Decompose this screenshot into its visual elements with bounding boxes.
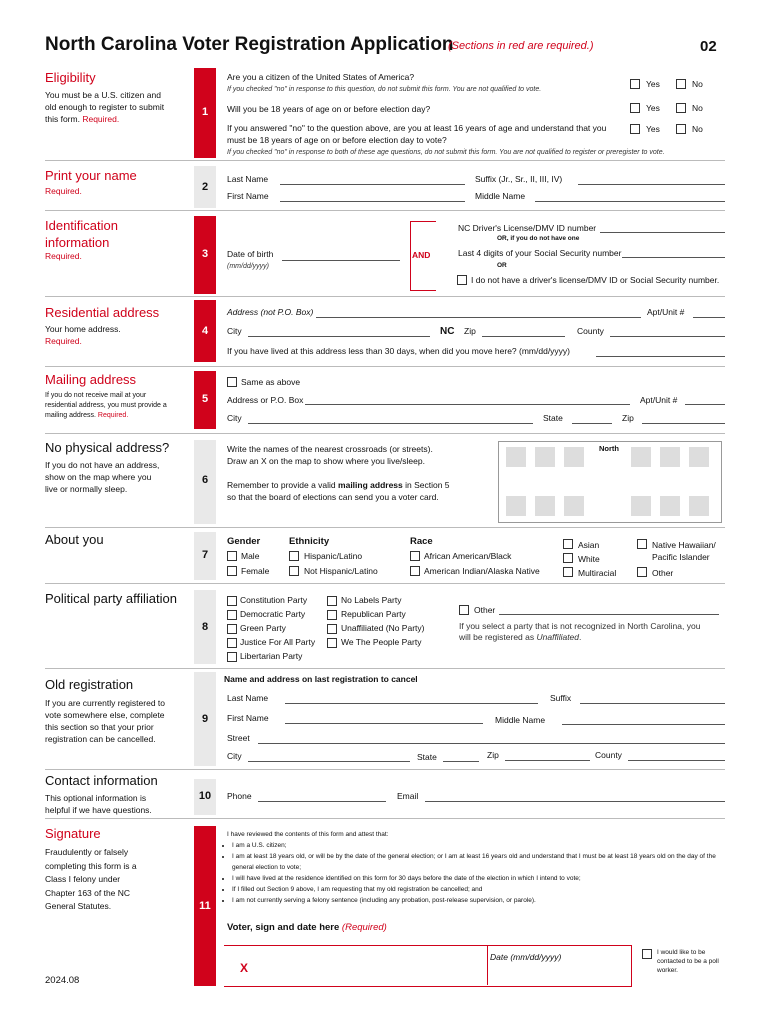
residential-address-field[interactable] <box>316 317 641 318</box>
party-checkbox[interactable] <box>327 596 337 606</box>
first-name-field[interactable] <box>280 201 465 202</box>
party-checkbox[interactable] <box>327 624 337 634</box>
first-name-label: First Name <box>227 191 269 201</box>
section-3-number: 3 <box>201 248 209 260</box>
age-no-checkbox[interactable] <box>676 103 686 113</box>
dl-label: NC Driver's License/DMV ID number <box>458 223 597 233</box>
section-8-number: 8 <box>201 621 209 633</box>
party-checkbox[interactable] <box>327 638 337 648</box>
prereg-no-label: No <box>692 124 703 134</box>
american-indian-checkbox[interactable] <box>410 566 420 576</box>
section-9-number: 9 <box>201 713 209 725</box>
old-middle-name-label: Middle Name <box>495 715 546 725</box>
residential-county-label: County <box>577 326 604 336</box>
other-race-label: Other <box>652 568 674 578</box>
map-block <box>506 496 526 516</box>
sign-heading: Voter, sign and date here (Required) <box>227 922 387 933</box>
section-8-heading: Political party affiliation <box>45 591 177 606</box>
attest-list <box>222 840 732 906</box>
old-state-label: State <box>417 752 437 762</box>
old-last-name-label: Last Name <box>227 693 269 703</box>
email-field[interactable] <box>425 801 725 802</box>
section-11-number: 11 <box>199 900 211 912</box>
old-first-name-label: First Name <box>227 713 269 723</box>
and-label: AND <box>412 250 431 260</box>
old-zip-field[interactable] <box>505 760 590 761</box>
phone-label: Phone <box>227 791 252 801</box>
residential-apt-label: Apt/Unit # <box>647 307 685 317</box>
not-hispanic-label: Not Hispanic/Latino <box>304 566 378 576</box>
race-heading: Race <box>410 536 433 547</box>
same-as-above-label: Same as above <box>241 377 301 387</box>
section-4-required: Required. <box>45 336 82 346</box>
section-4-heading: Residential address <box>45 305 160 320</box>
map-block <box>689 496 709 516</box>
section-1-number: 1 <box>201 106 209 118</box>
preregister-question: If you answered "no" to the question above, are you at least 16 years of age and understand that you must be 18 years of age on or before election day to vote? <box>227 123 607 145</box>
old-middle-name-field[interactable] <box>562 724 725 725</box>
party-we-the-people: We The People Party <box>341 637 422 647</box>
divider <box>45 366 725 367</box>
age-yes-label: Yes <box>646 103 660 113</box>
citizen-note: If you checked "no" in response to this question, do not submit this form. You are not qualified to vote. <box>227 86 542 93</box>
native-hawaiian-checkbox[interactable] <box>637 539 647 549</box>
white-label: White <box>578 554 600 564</box>
hispanic-label: Hispanic/Latino <box>304 551 363 561</box>
citizen-yes-label: Yes <box>646 79 660 89</box>
map-block <box>506 447 526 467</box>
map-block <box>535 496 555 516</box>
signature-x: X <box>240 961 249 975</box>
old-suffix-field[interactable] <box>580 703 725 704</box>
party-justice: Justice For All Party <box>240 637 316 647</box>
attest-intro: I have reviewed the contents of this form and attest that: <box>227 831 389 838</box>
not-hispanic-checkbox[interactable] <box>289 566 299 576</box>
poll-worker-checkbox[interactable] <box>642 949 652 959</box>
native-hawaiian-label: Native Hawaiian/ Pacific Islander <box>652 540 716 562</box>
divider <box>45 210 725 211</box>
middle-name-field[interactable] <box>535 201 725 202</box>
residential-county-field[interactable] <box>610 336 725 337</box>
prereg-no-checkbox[interactable] <box>676 124 686 134</box>
ssn-label: Last 4 digits of your Social Security number <box>458 248 622 258</box>
map-block <box>631 447 651 467</box>
hispanic-checkbox[interactable] <box>289 551 299 561</box>
multiracial-checkbox[interactable] <box>563 567 573 577</box>
section-11-heading: Signature <box>45 826 101 841</box>
residential-zip-label: Zip <box>464 326 476 336</box>
party-checkbox[interactable] <box>227 652 237 662</box>
divider <box>45 668 725 669</box>
ethnicity-heading: Ethnicity <box>289 536 330 547</box>
mailing-zip-field[interactable] <box>642 423 725 424</box>
residential-address-label: Address (not P.O. Box) <box>227 307 314 317</box>
party-libertarian: Libertarian Party <box>240 651 303 661</box>
citizen-no-label: No <box>692 79 703 89</box>
party-checkbox[interactable] <box>227 596 237 606</box>
signature-divider <box>487 945 488 985</box>
party-note: If you select a party that is not recognized in North Carolina, you will be registered as Unaffiliated. <box>459 621 701 642</box>
male-label: Male <box>241 551 260 561</box>
same-as-above-checkbox[interactable] <box>227 377 237 387</box>
move-date-label: If you have lived at this address less than 30 days, when did you move here? (mm/dd/yyyy) <box>227 346 571 356</box>
mailing-apt-field[interactable] <box>685 404 725 405</box>
divider <box>45 527 725 528</box>
party-green: Green Party <box>240 623 286 633</box>
ssn-field[interactable] <box>622 257 725 258</box>
section-6-description: If you do not have an address, show on the map where you live or normally sleep. <box>45 460 160 494</box>
mailing-address-label: Address or P.O. Box <box>227 395 304 405</box>
prereg-yes-label: Yes <box>646 124 660 134</box>
old-city-field[interactable] <box>248 761 410 762</box>
no-id-label: I do not have a driver's license/DMV ID or Social Security number. <box>471 275 720 285</box>
old-county-label: County <box>595 750 622 760</box>
section-6-heading: No physical address? <box>45 440 170 455</box>
section-4-number: 4 <box>201 325 209 337</box>
old-county-field[interactable] <box>628 760 725 761</box>
white-checkbox[interactable] <box>563 553 573 563</box>
citizen-yes-checkbox[interactable] <box>630 79 640 89</box>
divider <box>45 296 725 297</box>
divider <box>45 769 725 770</box>
age-question: Will you be 18 years of age on or before election day? <box>227 104 431 114</box>
female-label: Female <box>241 566 270 576</box>
section-4-description: Your home address. <box>45 324 121 334</box>
section-10-description: This optional information is helpful if we have questions. <box>45 793 152 815</box>
map-block <box>564 447 584 467</box>
map-block <box>689 447 709 467</box>
asian-checkbox[interactable] <box>563 539 573 549</box>
map-block <box>660 447 680 467</box>
section-3-required: Required. <box>45 251 82 261</box>
residential-state: NC <box>440 326 455 337</box>
party-checkbox[interactable] <box>227 638 237 648</box>
citizen-no-checkbox[interactable] <box>676 79 686 89</box>
party-other-checkbox[interactable] <box>459 605 469 615</box>
dob-label: Date of birth <box>227 249 274 259</box>
move-date-field[interactable] <box>596 356 725 357</box>
last-name-field[interactable] <box>280 184 465 185</box>
section-1-description: You must be a U.S. citizen and old enough to register to submit this form. Required. <box>45 90 165 124</box>
mailing-reminder: Remember to provide a valid mailing address in Section 5 so that the board of elections can send you a voter card. <box>227 480 450 502</box>
sign-date-label: Date (mm/dd/yyyy) <box>490 952 562 962</box>
female-checkbox[interactable] <box>227 566 237 576</box>
party-checkbox[interactable] <box>327 610 337 620</box>
dl-field[interactable] <box>600 232 725 233</box>
old-city-label: City <box>227 751 242 761</box>
attest-item: • I will have lived at the residence identified on this form for 30 days before the date of the election in which I intend to vote; <box>232 873 732 884</box>
mailing-state-field[interactable] <box>572 423 612 424</box>
residential-city-field[interactable] <box>248 336 430 337</box>
map-block <box>631 496 651 516</box>
american-indian-label: American Indian/Alaska Native <box>424 566 540 576</box>
mailing-zip-label: Zip <box>622 413 634 423</box>
old-street-field[interactable] <box>258 743 725 744</box>
old-zip-label: Zip <box>487 750 499 760</box>
mailing-city-label: City <box>227 413 242 423</box>
gender-heading: Gender <box>227 536 261 547</box>
section-10-heading: Contact information <box>45 773 158 788</box>
old-street-label: Street <box>227 733 250 743</box>
or-if-none: OR, if you do not have one <box>497 235 580 242</box>
or-label: OR <box>497 262 507 269</box>
map-block <box>535 447 555 467</box>
section-5-description: If you do not receive mail at your residential address, you must provide a mailing address. Required. <box>45 392 167 419</box>
section-5-heading: Mailing address <box>45 372 137 387</box>
party-no-labels: No Labels Party <box>341 595 402 605</box>
mailing-apt-label: Apt/Unit # <box>640 395 678 405</box>
suffix-field[interactable] <box>578 184 725 185</box>
old-state-field[interactable] <box>443 761 479 762</box>
no-id-checkbox[interactable] <box>457 275 467 285</box>
age-yes-checkbox[interactable] <box>630 103 640 113</box>
section-10-number: 10 <box>198 790 212 802</box>
mailing-state-label: State <box>543 413 563 423</box>
divider <box>45 433 725 434</box>
old-registration-subheading: Name and address on last registration to cancel <box>224 674 418 684</box>
mailing-address-field[interactable] <box>305 404 630 405</box>
section-3-heading: Identification information <box>45 218 118 250</box>
section-2-number: 2 <box>201 181 209 193</box>
last-name-label: Last Name <box>227 174 269 184</box>
party-unaffiliated: Unaffiliated (No Party) <box>341 623 425 633</box>
old-suffix-label: Suffix <box>550 693 572 703</box>
section-1-heading: Eligibility <box>45 70 96 85</box>
attest-item: • I am not currently serving a felony sentence (including any probation, post-release supervision, or parole). <box>232 895 732 906</box>
divider <box>45 583 725 584</box>
male-checkbox[interactable] <box>227 551 237 561</box>
signature-box[interactable] <box>224 945 632 987</box>
email-label: Email <box>397 791 419 801</box>
prereg-yes-checkbox[interactable] <box>630 124 640 134</box>
old-last-name-field[interactable] <box>285 703 538 704</box>
page-number: 02 <box>700 38 717 55</box>
mailing-city-field[interactable] <box>248 423 533 424</box>
residential-zip-field[interactable] <box>482 336 565 337</box>
african-american-checkbox[interactable] <box>410 551 420 561</box>
crossroads-instructions: Write the names of the nearest crossroads (or streets). Draw an X on the map to show where you live/sleep. <box>227 444 433 466</box>
citizen-question: Are you a citizen of the United States of America? <box>227 72 415 82</box>
age-note: If you checked "no" in response to both of these age questions, do not submit this form. You are not qualified to register or preregister to vote. <box>227 149 665 156</box>
residential-city-label: City <box>227 326 242 336</box>
attest-item: • I am at least 18 years old, or will be by the date of the general election; or I am at least 16 years old and understand that I must be at least 18 years old on the day of the general election to vote; <box>232 851 732 873</box>
section-2-heading: Print your name <box>45 168 137 183</box>
african-american-label: African American/Black <box>424 551 512 561</box>
divider <box>45 160 725 161</box>
form-title: North Carolina Voter Registration Application <box>45 34 454 55</box>
section-11-description: Fraudulently or falsely completing this form is a Class I felony under Chapter 163 of the NC General Statutes. <box>45 847 137 911</box>
section-7-heading: About you <box>45 532 104 547</box>
party-other-field[interactable] <box>499 614 719 615</box>
north-label: North <box>599 444 619 453</box>
age-no-label: No <box>692 103 703 113</box>
section-5-number: 5 <box>201 393 209 405</box>
party-constitution: Constitution Party <box>240 595 308 605</box>
attest-item: • I am a U.S. citizen; <box>232 840 732 851</box>
multiracial-label: Multiracial <box>578 568 617 578</box>
attest-item: • If I filled out Section 9 above, I am requesting that my old registration be cancelled; and <box>232 884 732 895</box>
map-street <box>597 442 623 522</box>
middle-name-label: Middle Name <box>475 191 526 201</box>
map-block <box>660 496 680 516</box>
residential-apt-field[interactable] <box>693 317 725 318</box>
phone-field[interactable] <box>258 801 386 802</box>
form-version: 2024.08 <box>45 975 80 986</box>
party-other-label: Other <box>474 605 496 615</box>
party-republican: Republican Party <box>341 609 406 619</box>
section-6-number: 6 <box>201 474 209 486</box>
section-7-number: 7 <box>201 549 209 561</box>
section-9-heading: Old registration <box>45 677 134 692</box>
dob-field[interactable] <box>282 260 400 261</box>
divider <box>45 818 725 819</box>
dob-format: (mm/dd/yyyy) <box>227 263 269 270</box>
suffix-label: Suffix (Jr., Sr., II, III, IV) <box>475 174 563 184</box>
party-democratic: Democratic Party <box>240 609 306 619</box>
other-race-checkbox[interactable] <box>637 567 647 577</box>
section-2-required: Required. <box>45 186 82 196</box>
required-note: (Sections in red are required.) <box>448 40 594 52</box>
party-checkbox[interactable] <box>227 610 237 620</box>
map-grid[interactable] <box>498 441 722 523</box>
section-9-description: If you are currently registered to vote somewhere else, complete this section so that your prior registration can be cancelled. <box>45 698 166 744</box>
asian-label: Asian <box>578 540 600 550</box>
map-block <box>564 496 584 516</box>
poll-worker-label: I would like to be contacted to be a poll worker. <box>657 949 719 974</box>
old-first-name-field[interactable] <box>285 723 483 724</box>
party-checkbox[interactable] <box>227 624 237 634</box>
